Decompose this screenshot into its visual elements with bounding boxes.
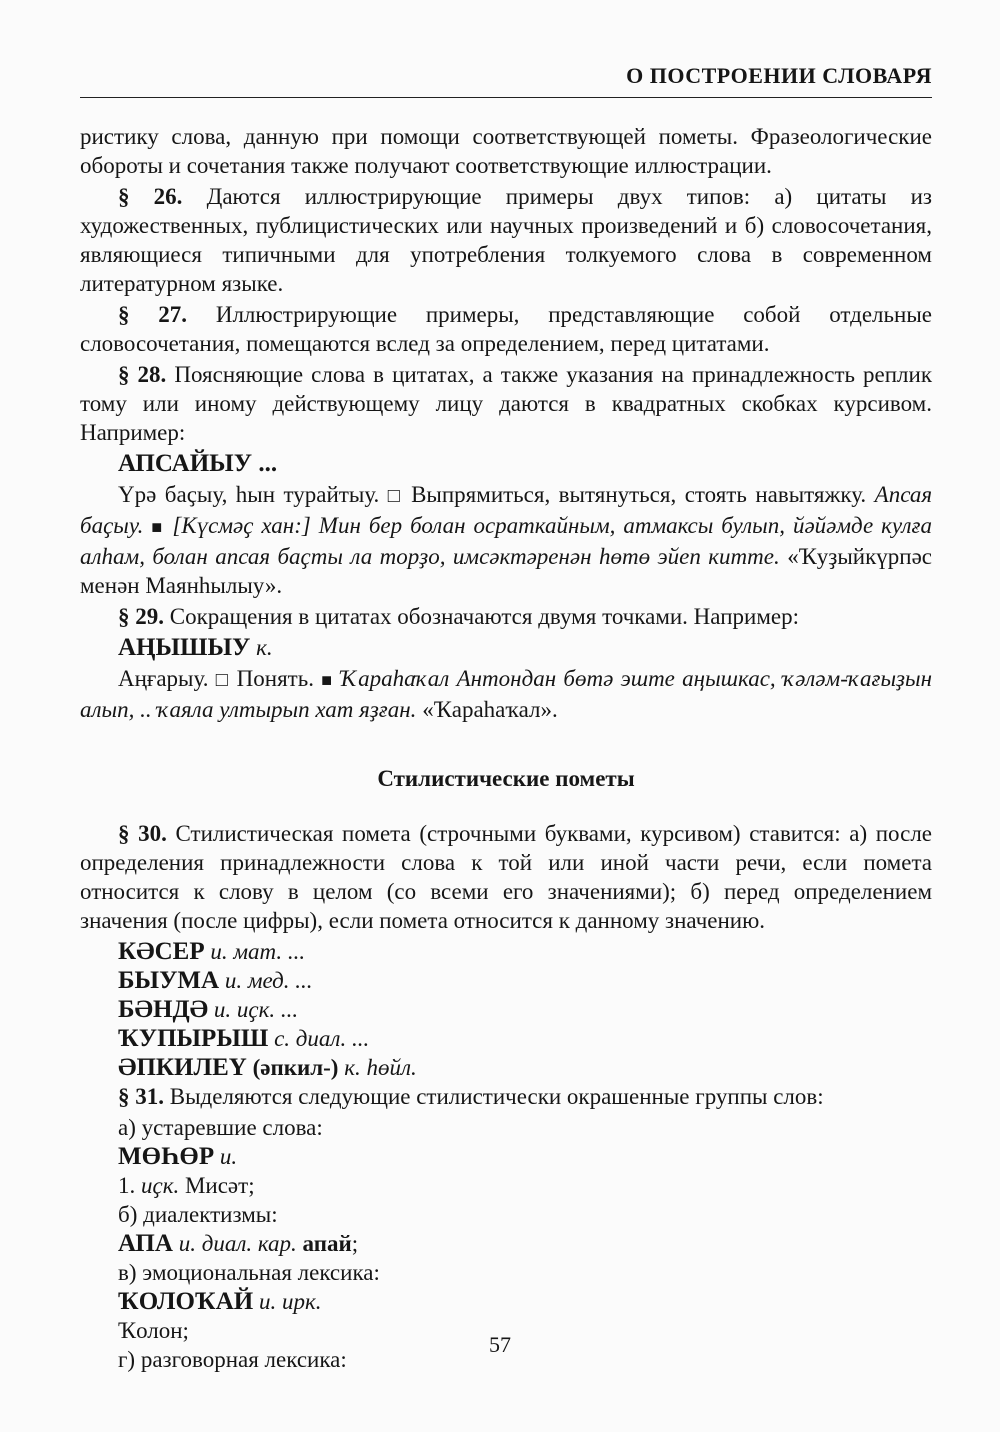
sense-definition: Мисәт; <box>184 1173 255 1198</box>
dictionary-entry <box>118 937 932 966</box>
paragraph-30 <box>80 819 932 935</box>
example-source: «Ҡуҙыйкүрпәс менән Маянһылыу». <box>80 544 933 598</box>
entry-headword: ӘПКИЛЕҮ <box>118 1054 247 1081</box>
dictionary-entry <box>118 1142 932 1171</box>
example2-source: «Ҡараһаҡал». <box>422 697 558 722</box>
entry-headword: БЫУМА <box>118 967 220 994</box>
entry-headword: БӘНДӘ <box>118 996 209 1023</box>
example2-definition-bashkir: Аңғарыу. <box>118 666 209 691</box>
section-number-31: § 31. <box>118 1084 164 1109</box>
sense-mark: иҫк. <box>141 1173 180 1198</box>
entry-mark: и. мед. ... <box>224 968 313 993</box>
paragraph-29 <box>80 602 932 631</box>
example-definition-russian: Выпрямиться, вытянуться, стоять навытяжку. <box>411 482 867 507</box>
sense-number: 1. <box>118 1173 136 1198</box>
entry-mark: и. диал. кар. <box>178 1231 297 1256</box>
entry-headword: ҠОЛОҠАЙ <box>118 1288 254 1315</box>
example-headword: АПСАЙЫУ ... <box>118 450 278 477</box>
dictionary-entry <box>118 1024 932 1053</box>
entry-mark: и. иҫк. ... <box>213 997 299 1022</box>
group-label-c: в) эмоциональная лексика: <box>118 1260 380 1285</box>
paragraph-30-text: Стилистическая помета (строчными буквами, курсивом) ставится: а) после определения принадлежности слова к той или иной части речи, если помета относится к слову в целом (со всеми его значениями); б) перед определением значения (после цифры), если помета относится к данному значению. <box>80 821 933 933</box>
entry-reference: апай <box>302 1231 352 1256</box>
group-label-a: а) устаревшие слова: <box>118 1115 323 1140</box>
entry-mark: с. диал. ... <box>274 1026 370 1051</box>
section-number-26: § 26. <box>118 184 183 209</box>
dictionary-entry <box>118 995 932 1024</box>
example2-definition-russian: Понять. <box>236 666 314 691</box>
entry-sense <box>118 1171 932 1200</box>
paragraph-continued: ристику слова, данную при помощи соответствующей пометы. Фразеологические обороты и сочетания также получают соответствующие иллюстрации. <box>80 124 932 178</box>
paragraph-29-text: Сокращения в цитатах обозначаются двумя точками. Например: <box>169 604 799 629</box>
paragraph-27-text: Иллюстрирующие примеры, представляющие собой отдельные словосочетания, помещаются вслед за определением, перед цитатами. <box>80 302 932 356</box>
paragraph-28 <box>80 360 932 447</box>
example-phrase: Апсая баҫыу. <box>80 482 933 538</box>
example2-quote: Ҡараһаҡал Антондан бөтә эште аңышкас, ҡәләм-ҡағыҙын алып, .. ҡаяла ултырып хат яҙған. <box>80 666 932 722</box>
entry-headword: КӘСЕР <box>118 938 205 965</box>
entry-headword: АПА <box>118 1230 173 1257</box>
group-label-b: б) диалектизмы: <box>118 1202 278 1227</box>
section-number-29: § 29. <box>118 604 164 629</box>
black-square-icon: ■ <box>151 517 165 537</box>
entries-list-30 <box>118 937 932 1082</box>
entry-punct: ; <box>351 1231 359 1256</box>
page-body <box>80 122 932 1374</box>
section-number-27: § 27. <box>118 302 188 327</box>
section-subheading: Стилистические пометы <box>377 766 635 791</box>
section-number-30: § 30. <box>118 821 167 846</box>
entry-headword: ҠУПЫРЫШ <box>118 1025 269 1052</box>
dictionary-entry <box>118 1053 932 1082</box>
dictionary-entry <box>118 966 932 995</box>
paragraph-27 <box>80 300 932 358</box>
example-quote: [Күсмәҫ хан:] Мин бер болан осраткайным, атмаксы булып, йәйәмде кулға алһам, болан апсая баҫты ла торҙо, имсәктәренән һөтө эйеп китте. <box>80 513 932 569</box>
example2-pos: к. <box>256 635 273 660</box>
example2-entry <box>80 664 932 724</box>
section-number-28: § 28. <box>118 362 167 387</box>
example2-headword: АҢЫШЫУ <box>118 634 251 661</box>
example2-headword-line <box>118 633 932 662</box>
entry-mark: к. һөйл. <box>344 1055 417 1080</box>
group-label-d: г) разговорная лексика: <box>118 1347 347 1372</box>
dictionary-entry <box>118 1287 932 1316</box>
example-definition-bashkir: Үрә баҫыу, һын турайтыу. <box>118 482 380 507</box>
header-rule <box>80 97 932 98</box>
paragraph-31-text: Выделяются следующие стилистически окрашенные группы слов: <box>169 1084 824 1109</box>
entry-mark: и. мат. ... <box>210 939 306 964</box>
paragraph-26 <box>80 182 932 298</box>
example-headword-line <box>118 449 932 478</box>
entry-headword: МӨҺӨР <box>118 1143 215 1170</box>
paragraph-26-text: Даются иллюстрирующие примеры двух типов: а) цитаты из художественных, публицистических или научных произведений и б) словосочетания, являющиеся типичными для употребления толкуемого слова в современном литературном языке. <box>80 184 933 296</box>
example-entry <box>80 480 932 600</box>
entry-definition: Ҡолон; <box>118 1318 189 1343</box>
paragraph-31 <box>80 1082 932 1111</box>
paragraph-28-text: Поясняющие слова в цитатах, а также указания на принадлежность реплик тому или иному действующему лицу даются в квадратных скобках курсивом. Например: <box>80 362 933 445</box>
white-square-icon: □ <box>387 485 403 507</box>
entry-stem: (әпкил-) <box>252 1055 339 1080</box>
white-square-icon: □ <box>215 669 230 691</box>
entry-mark: и. ирк. <box>258 1289 322 1314</box>
entry-mark: и. <box>219 1144 238 1169</box>
page-number: 57 <box>489 1332 511 1357</box>
black-square-icon: ■ <box>321 670 334 690</box>
running-header: О ПОСТРОЕНИИ СЛОВАРЯ <box>626 63 932 88</box>
dictionary-entry <box>118 1229 932 1258</box>
